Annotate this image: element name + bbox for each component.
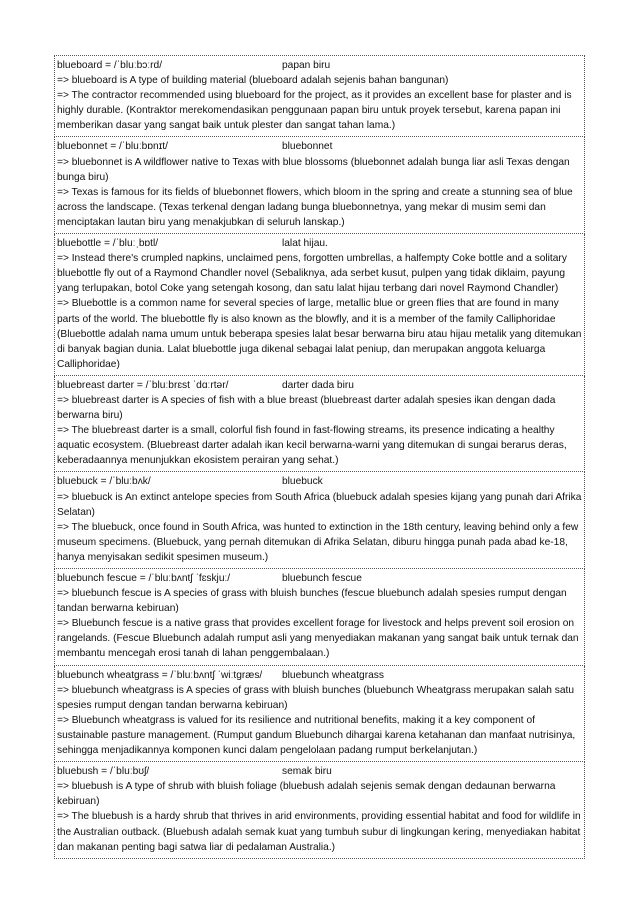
entry-header — [57, 378, 582, 393]
entry-bluebonnet — [54, 137, 585, 234]
translation: semak biru — [282, 766, 332, 778]
entry-bluebunch-wheatgrass — [54, 666, 585, 763]
headword: bluebunch wheatgrass = /ˈbluːbʌntʃ ˈwiːtɡræs/ — [57, 669, 263, 681]
example-line: => Texas is famous for its fields of bluebonnet flowers, which bloom in the spring and create a stunning sea of blue across the landscape. (Texas terkenal dengan ladang bunga bluebonnetnya, yang mekar di musim semi dan menciptakan lautan biru yang menakjubkan di seluruh lanskap.) — [57, 186, 573, 228]
headword: bluebush = /ˈbluːbʊʃ/ — [57, 766, 150, 778]
entry-bluebush — [54, 762, 585, 859]
entry-header — [57, 474, 582, 489]
entry-bluebreast-darter — [54, 376, 585, 473]
headword: bluebottle = /ˈbluːˌbɒtl/ — [57, 238, 159, 250]
translation: bluebunch wheatgrass — [282, 669, 384, 681]
headword: bluebonnet = /ˈbluːbɒnɪt/ — [57, 141, 168, 153]
definition-line: => Bluebottle is a common name for several species of large, metallic blue or green flies that are found in many parts of the world. The bluebottle fly is also known as the blowfly, and it is a member of the family Calliphoridae (Bluebottle adalah nama umum untuk beberapa spesies lalat besar berwarna biru atau hijau metalik yang ditemukan di banyak bagian dunia. Lalat bluebottle juga dikenal sebagai lalat peniup, dan merupakan anggota keluarga Calliphoridae) — [57, 298, 582, 370]
translation: bluebuck — [282, 476, 323, 488]
entry-header — [57, 571, 582, 586]
entry-header — [57, 139, 582, 154]
definition-line: => blueboard is A type of building material (blueboard adalah sejenis bahan bangunan) — [57, 75, 449, 87]
definition-line: => bluebunch wheatgrass is A species of grass with bluish bunches (bluebunch Wheatgrass merupakan salah satu spesies rumput dengan tandan berwarna kebiruan) — [57, 684, 575, 711]
definition-line: => bluebreast darter is A species of fish with a blue breast (bluebreast darter adalah spesies ikan dengan dada berwarna biru) — [57, 394, 556, 422]
example-line: => The bluebreast darter is a small, colorful fish found in fast-flowing streams, its presence indicating a healthy aquatic ecosystem. (Bluebreast darter adalah ikan kecil berwarna-warni yang ditemukan di sungai berarus deras, keberadaannya menunjukkan ekosistem perairan yang sehat.) — [57, 425, 567, 467]
entry-blueboard — [54, 55, 585, 137]
definition-line: => bluebunch fescue is A species of grass with bluish bunches (fescue bluebunch adalah spesies rumput dengan tandan berwarna kebiruan) — [57, 588, 567, 615]
translation: darter dada biru — [282, 379, 354, 391]
translation: bluebonnet — [282, 141, 333, 153]
example-line: => Instead there's crumpled napkins, unclaimed pens, forgotten umbrellas, a halfempty Coke bottle and a solitary bluebottle fly out of a Raymond Chandler novel (Sebaliknya, ada serbet kusut, pulpen yang tidak diklaim, payung yang terlupakan, botol Coke yang setengah kosong, dan satu lalat hijau terbang dari novel Raymond Chandler) — [57, 253, 567, 295]
translation: bluebunch fescue — [282, 573, 362, 584]
headword: bluebuck = /ˈbluːbʌk/ — [57, 476, 151, 488]
example-line: => The bluebush is a hardy shrub that thrives in arid environments, providing essential habitat and food for wildlife in the Australian outback. (Bluebush adalah semak kuat yang tumbuh subur di lingkungan kering, menyediakan habitat dan makanan penting bagi satwa liar di pedalaman Australia.) — [57, 811, 581, 853]
translation: lalat hijau. — [282, 238, 328, 250]
example-line: => Bluebunch fescue is a native grass that provides excellent forage for livestock and helps prevent soil erosion on rangelands. (Fescue Bluebunch adalah rumput asli yang menyediakan makanan yang sangat baik untuk ternak dan membantu mencegah erosi tanah di lahan penggembalaan.) — [57, 618, 579, 660]
entry-bluebottle — [54, 234, 585, 376]
definition-line: => bluebuck is An extinct antelope species from South Africa (bluebuck adalah spesies kijang yang punah dari Afrika Selatan) — [57, 491, 582, 518]
definition-line: => bluebonnet is A wildflower native to Texas with blue blossoms (bluebonnet adalah bunga liar asli Texas dengan bunga biru) — [57, 156, 570, 183]
translation: papan biru — [282, 60, 331, 71]
headword: bluebunch fescue = /ˈbluːbʌntʃ ˈfɛskjuː/ — [57, 573, 231, 584]
example-line: => The bluebuck, once found in South Africa, was hunted to extinction in the 18th century, leaving behind only a few museum specimens. (Bluebuck, yang pernah ditemukan di Afrika Selatan, diburu hingga punah pada abad ke-18, hanya menyisakan sedikit spesimen museum.) — [57, 521, 579, 563]
headword: blueboard = /ˈbluːbɔːrd/ — [57, 60, 163, 71]
example-line: => Bluebunch wheatgrass is valued for its resilience and nutritional benefits, making it a key component of sustainable pasture management. (Rumput gandum Bluebunch dihargai karena ketahanan dan manfaat nutrisinya, sehingga menjadikannya komponen kunci dalam pengelolaan padang rumput berkelanjutan.) — [57, 714, 576, 757]
headword: bluebreast darter = /ˈbluːbrɛst ˈdɑːrtər/ — [57, 379, 229, 391]
entry-header — [57, 236, 582, 251]
vocabulary-document — [54, 55, 585, 859]
definition-line: => bluebush is A type of shrub with bluish foliage (bluebush adalah sejenis semak dengan dedaunan berwarna kebiruan) — [57, 781, 556, 808]
example-line: => The contractor recommended using blueboard for the project, as it provides an excellent base for plaster and is highly durable. (Kontraktor merekomendasikan penggunaan papan biru untuk proyek tersebut, karena papan ini memberikan dasar yang sangat baik untuk plester dan sangat tahan lama.) — [57, 90, 572, 132]
entry-header — [57, 58, 582, 73]
entry-bluebunch-fescue — [54, 569, 585, 666]
entry-bluebuck — [54, 472, 585, 569]
entry-header — [57, 764, 582, 779]
entry-header — [57, 668, 582, 683]
